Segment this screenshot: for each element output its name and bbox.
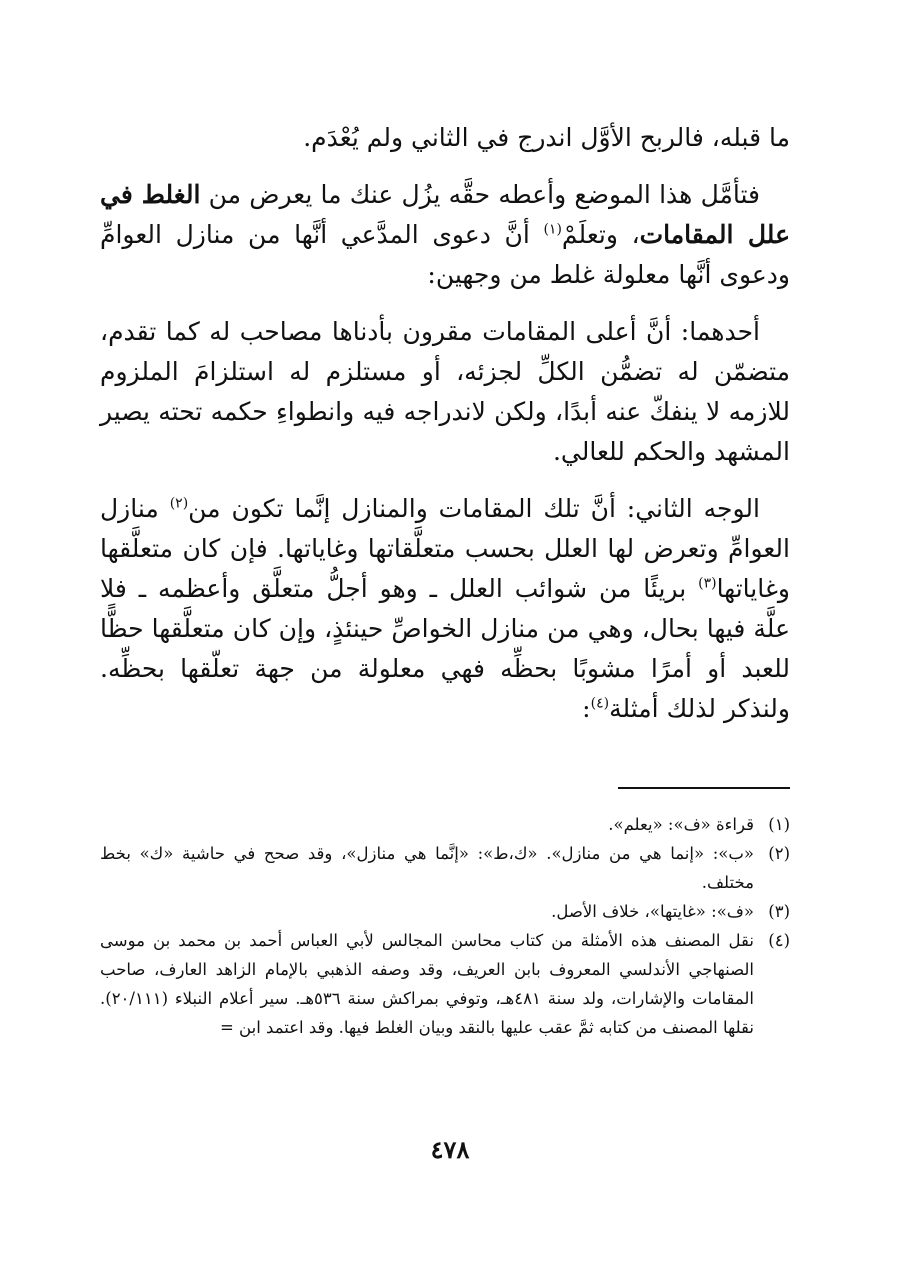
footnote-separator — [618, 787, 790, 789]
footnote-ref-3[interactable]: (٣) — [698, 575, 717, 592]
footnote-3 — [100, 897, 790, 926]
footnote-ref-4[interactable]: (٤) — [590, 695, 610, 712]
footnote-number: (٢) — [768, 844, 790, 863]
paragraph-4-part-c: بريئًا من شوائب العلل ـ وهو أجلُّ متعلَّق وأعظمه ـ فلا علَّة فيها بحال، وهي من منازل الخواصِّ حينئذٍ، وإن كان متعلَّقها حظًّا للعبد أو أمرًا مشوبًا بحظِّه فهي معلولة من جهة تعلّقها بحظِّه. ولنذكر لذلك أمثلة — [100, 574, 790, 723]
footnote-number: (٤) — [768, 931, 790, 950]
paragraph-2 — [100, 175, 790, 295]
paragraph-1 — [100, 118, 790, 158]
footnotes — [100, 810, 790, 1042]
paragraph-4-part-b: منازل العوامِّ وتعرض لها العلل بحسب متعلَّقاتها وغاياتها. فإن كان متعلَّقها وغاياتها — [100, 494, 790, 603]
paragraph-2-part-a: فتأمَّل هذا الموضع وأعطه حقَّه يزُل عنك ما يعرض من — [200, 180, 761, 209]
footnote-2 — [100, 839, 790, 897]
paragraph-4-part-a: الوجه الثاني: أنَّ تلك المقامات والمنازل إنَّما تكون من — [188, 494, 760, 523]
main-text — [100, 118, 790, 729]
footnote-text: نقل المصنف هذه الأمثلة من كتاب محاسن المجالس لأبي العباس أحمد بن محمد بن موسى الصنهاجي الأندلسي المعروف بابن العريف، وقد وصفه الذهبي بالإمام الزاهد العارف، صاحب المقامات والإشارات، ولد سنة ٤٨١هـ، وتوفي بمراكش سنة ٥٣٦هـ. سير أعلام النبلاء (٢٠/١١١). نقلها المصنف من كتابه ثمَّ عقب عليها بالنقد وبيان الغلط فيها. وقد اعتمد ابن = — [100, 931, 754, 1037]
footnote-ref-1[interactable]: (١) — [543, 221, 562, 238]
paragraph-4 — [100, 489, 790, 729]
paragraph-3-text: أحدهما: أنَّ أعلى المقامات مقرون بأدناها مصاحب له كما تقدم، متضمّن له تضمُّن الكلِّ لجزئه، أو مستلزم له استلزامَ الملزوم للازمه لا ينفكّ عنه أبدًا، ولكن لاندراجه فيه وانطواءِ حكمه تحته يصير المشهد والحكم للعالي. — [100, 317, 790, 466]
paragraph-3 — [100, 312, 790, 472]
footnote-text: «ب»: «إنما هي من منازل». «ك،ط»: «إنَّما هي منازل»، وقد صحح في حاشية «ك» بخط مختلف. — [100, 844, 754, 892]
footnote-1 — [100, 810, 790, 839]
footnote-number: (١) — [768, 815, 790, 834]
paragraph-2-bold-term: الغلط في علل المقامات — [100, 180, 790, 249]
footnote-4 — [100, 926, 790, 1042]
page-number: ٤٧٨ — [430, 1135, 470, 1164]
footnote-text: قراءة «ف»: «يعلم». — [608, 815, 754, 834]
paragraph-4-part-d: : — [582, 694, 591, 723]
paragraph-1-text: ما قبله، فالربح الأوَّل اندرج في الثاني ولم يُعْدَم. — [303, 123, 790, 152]
footnote-number: (٣) — [768, 902, 790, 921]
paragraph-2-part-c: أنَّ دعوى المدَّعي أنَّها من منازل العوامِّ ودعوى أنَّها معلولة غلط من وجهين: — [100, 220, 790, 289]
footnote-ref-2[interactable]: (٢) — [169, 495, 189, 512]
paragraph-2-part-b: ، وتعلَمْ — [561, 220, 640, 249]
footnote-text: «ف»: «غايتها»، خلاف الأصل. — [551, 902, 754, 921]
